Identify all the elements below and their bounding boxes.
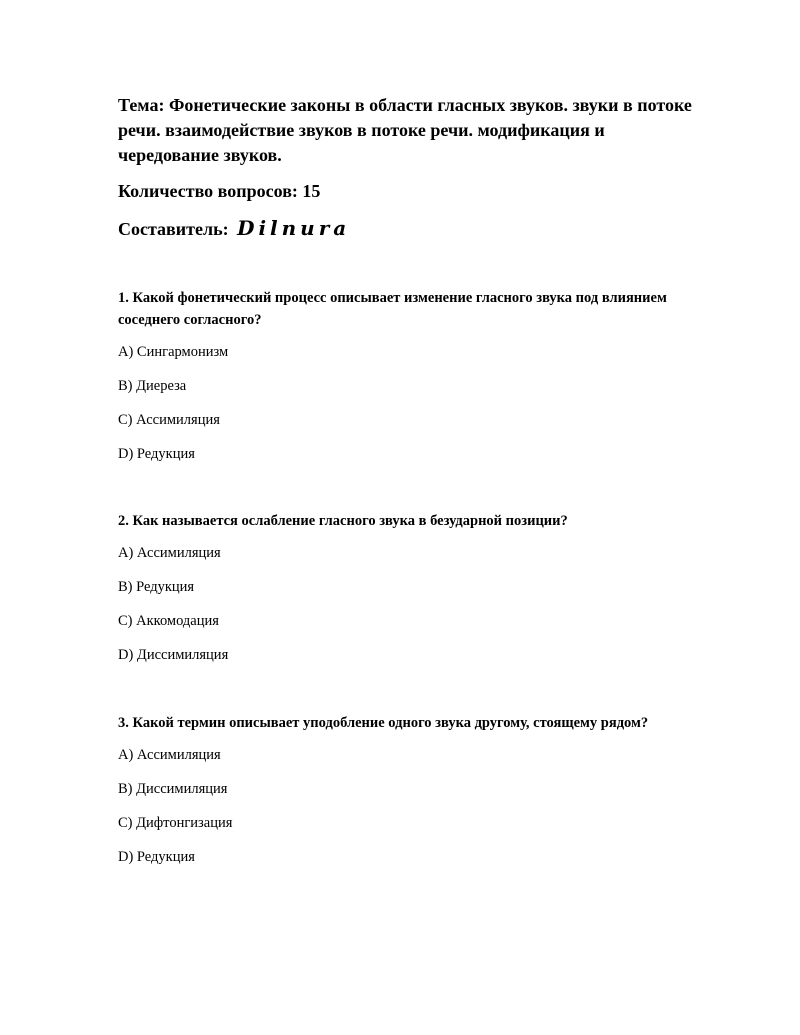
question-1 (118, 287, 678, 479)
option-d: D) Диссимиляция (118, 647, 229, 663)
question-3 (118, 712, 678, 882)
answer-options (118, 746, 678, 882)
option-c: C) Ассимиляция (118, 412, 220, 428)
option-d: D) Редукция (118, 849, 195, 865)
option-c: C) Аккомодация (118, 613, 219, 629)
document-header (118, 93, 698, 242)
author-line (118, 216, 698, 242)
option-a: A) Ассимиляция (118, 545, 221, 561)
question-2 (118, 510, 678, 680)
question-count: Количество вопросов: 15 (118, 181, 321, 201)
option-a: A) Ассимиляция (118, 747, 221, 763)
answer-options (118, 343, 678, 479)
author-label: Составитель: (118, 219, 229, 239)
option-d: D) Редукция (118, 446, 195, 462)
option-b: B) Диереза (118, 378, 187, 394)
option-c: C) Дифтонгизация (118, 815, 233, 831)
question-text: 3. Какой термин описывает уподобление одного звука другому, стоящему рядом? (118, 715, 649, 731)
answer-options (118, 544, 678, 680)
option-b: B) Редукция (118, 579, 195, 595)
option-a: A) Сингармонизм (118, 344, 229, 360)
option-b: B) Диссимиляция (118, 781, 228, 797)
author-name: Dilnura (237, 216, 351, 240)
question-text: 1. Какой фонетический процесс описывает изменение гласного звука под влиянием соседнего согласного? (118, 290, 667, 328)
question-text: 2. Как называется ослабление гласного звука в безударной позиции? (118, 513, 568, 529)
topic-heading: Тема: Фонетические законы в области гласных звуков. звуки в потоке речи. взаимодействие звуков в потоке речи. модификация и чередование звуков. (118, 95, 692, 165)
